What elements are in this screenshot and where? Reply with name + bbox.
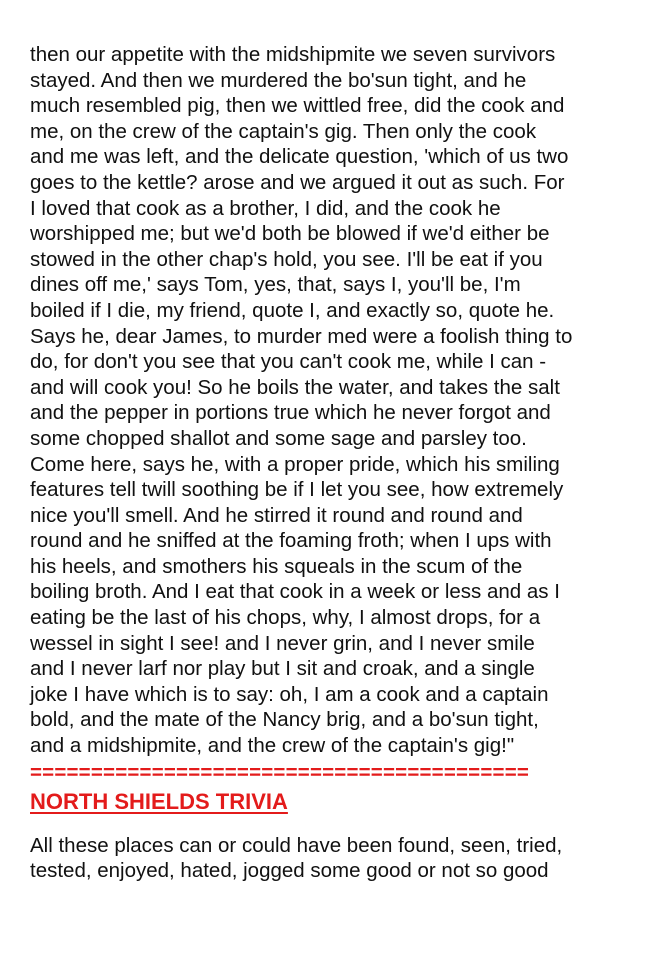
- text-line: features tell twill soothing be if I let you see, how extremely: [30, 478, 564, 502]
- text-line: and will cook you! So he boils the water, and takes the salt: [30, 375, 560, 399]
- text-line: Come here, says he, with a proper pride, which his smiling: [30, 452, 560, 476]
- section-heading: NORTH SHIELDS TRIVIA: [30, 788, 288, 814]
- text-line: and a midshipmite, and the crew of the captain's gig!": [30, 734, 515, 758]
- text-line: worshipped me; but we'd both be blowed if we'd either be: [30, 222, 550, 246]
- text-line: dines off me,' says Tom, yes, that, says I, you'll be, I'm: [30, 273, 521, 297]
- text-line: and me was left, and the delicate question, 'which of us two: [30, 145, 569, 169]
- text-line: eating be the last of his chops, why, I almost drops, for a: [30, 606, 541, 630]
- text-line: boiling broth. And I eat that cook in a week or less and as I: [30, 580, 560, 604]
- text-line: wessel in sight I see! and I never grin, and I never smile: [30, 631, 535, 655]
- text-line: some chopped shallot and some sage and parsley too.: [30, 426, 527, 450]
- text-line: and the pepper in portions true which he never forgot and: [30, 401, 551, 425]
- text-line: I loved that cook as a brother, I did, and the cook he: [30, 196, 501, 220]
- text-line: his heels, and smothers his squeals in the scum of the: [30, 554, 523, 578]
- text-line: goes to the kettle? arose and we argued it out as such. For: [30, 170, 565, 194]
- text-line: boiled if I die, my friend, quote I, and exactly so, quote he.: [30, 298, 555, 322]
- text-line: much resembled pig, then we wittled free, did the cook and: [30, 94, 565, 118]
- text-line: and I never larf nor play but I sit and croak, and a single: [30, 657, 535, 681]
- text-line: do, for don't you see that you can't cook me, while I can -: [30, 350, 547, 374]
- trivia-paragraph: [30, 833, 630, 884]
- song-paragraph: [30, 42, 630, 759]
- text-line: All these places can or could have been found, seen, tried,: [30, 833, 563, 857]
- text-line: stowed in the other chap's hold, you see. I'll be eat if you: [30, 247, 543, 271]
- text-line: round and he sniffed at the foaming froth; when I ups with: [30, 529, 552, 553]
- text-line: tested, enjoyed, hated, jogged some good or not so good: [30, 859, 549, 883]
- text-line: joke I have which is to say: oh, I am a cook and a captain: [30, 682, 549, 706]
- text-line: Says he, dear James, to murder med were a foolish thing to: [30, 324, 573, 348]
- document-page: [30, 42, 630, 884]
- section-separator: =========================================: [30, 761, 530, 784]
- text-line: stayed. And then we murdered the bo'sun tight, and he: [30, 68, 527, 92]
- text-line: me, on the crew of the captain's gig. Then only the cook: [30, 119, 537, 143]
- text-line: then our appetite with the midshipmite we seven survivors: [30, 43, 556, 66]
- text-line: nice you'll smell. And he stirred it round and round and: [30, 503, 523, 527]
- text-line: bold, and the mate of the Nancy brig, and a bo'sun tight,: [30, 708, 539, 732]
